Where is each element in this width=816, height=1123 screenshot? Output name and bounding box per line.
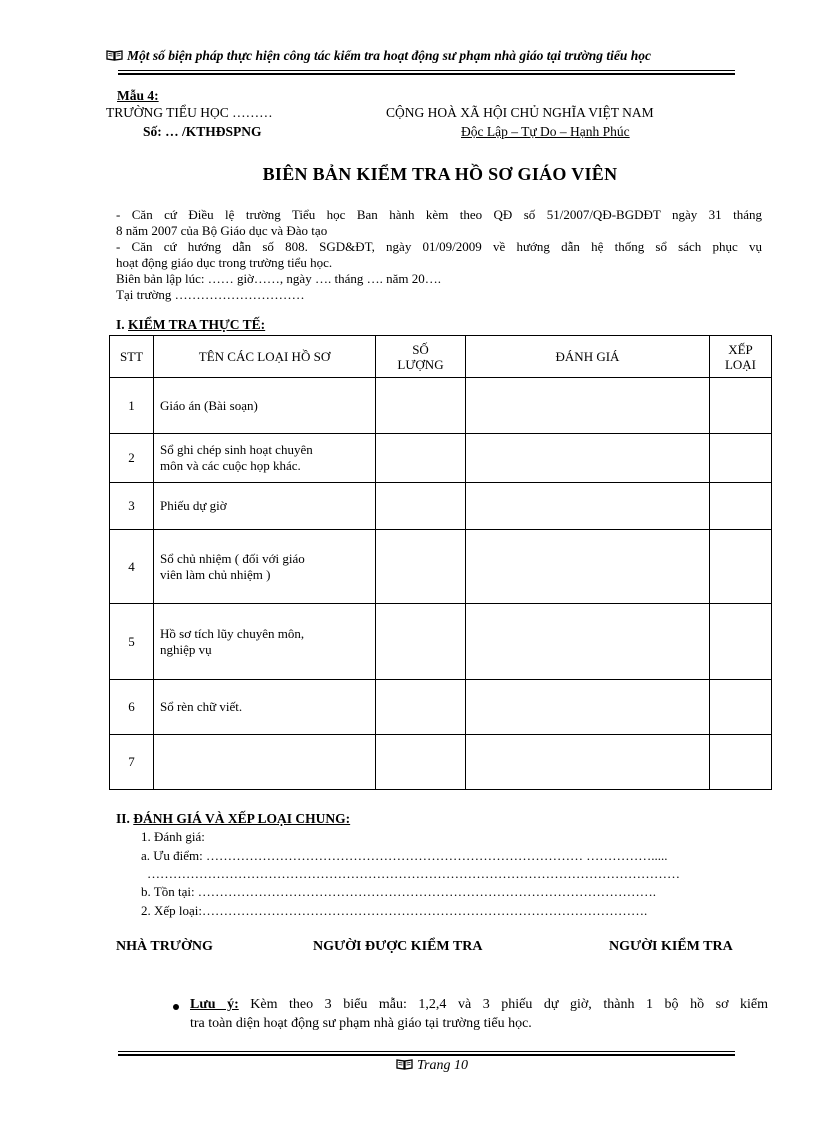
table-row [110, 604, 772, 680]
col-rank-l1: XẾP [728, 341, 753, 357]
intro-line-1b: 8 năm 2007 của Bộ Giáo dục và Đào tạo [116, 223, 328, 238]
page-number: Trang 10 [417, 1058, 468, 1073]
row-evaluation-cell[interactable] [466, 680, 710, 735]
row-quantity-cell[interactable] [376, 378, 466, 434]
section-1-number: I. [116, 317, 125, 332]
row-quantity-cell[interactable] [376, 434, 466, 483]
header-rule [118, 70, 735, 75]
table-row [110, 680, 772, 735]
table-row [110, 735, 772, 790]
page-footer [396, 1058, 468, 1074]
row-name [154, 483, 376, 530]
footer-rule [118, 1051, 735, 1056]
row-rank-cell[interactable] [710, 434, 772, 483]
signature-inspected: NGƯỜI ĐƯỢC KIỂM TRA [313, 939, 483, 954]
row-name-l1: Giáo án (Bài soạn) [160, 397, 258, 413]
table-row [110, 434, 772, 483]
section-2-title: ĐÁNH GIÁ VÀ XẾP LOẠI CHUNG: [133, 811, 351, 826]
section-2-heading [116, 811, 350, 827]
intro-line-2a: - Căn cứ hướng dẫn số 808. SGD&ĐT, ngày 01/09/2009 về hướng dẫn hệ thống sổ sách phục vụ [116, 239, 762, 254]
row-stt: 6 [110, 680, 154, 735]
note-label: Lưu ý: [190, 997, 239, 1012]
intro-line-1a: - Căn cứ Điều lệ trường Tiểu học Ban hành kèm theo QĐ số 51/2007/QĐ-BGDĐT ngày 31 tháng [116, 207, 762, 222]
intro-line-4: Tại trường ………………………… [116, 287, 305, 302]
book-icon [396, 1058, 413, 1070]
row-name [154, 434, 376, 483]
row-quantity-cell[interactable] [376, 530, 466, 604]
row-name-l2: môn và các cuộc họp khác. [160, 458, 301, 473]
form-label: Mẫu 4: [117, 88, 159, 103]
eval-line-1: 1. Đánh giá: [141, 829, 205, 844]
col-rank-l2: LOẠI [724, 356, 757, 372]
page-header-text: Một số biện pháp thực hiện công tác kiểm tra hoạt động sư phạm nhà giáo tại trường tiểu học [127, 48, 651, 63]
eval-line-4: b. Tồn tại: ……………………………………………………………………………………………. [141, 884, 657, 899]
table-row [110, 378, 772, 434]
row-name-l1: Sổ chủ nhiệm ( đối với giáo [160, 550, 305, 566]
signature-inspector: NGƯỜI KIỂM TRA [609, 939, 733, 954]
col-name: TÊN CÁC LOẠI HỒ SƠ [154, 336, 376, 378]
row-name[interactable] [154, 735, 376, 790]
row-evaluation-cell[interactable] [466, 378, 710, 434]
table-header-row [110, 336, 772, 378]
col-quantity [376, 336, 466, 378]
row-evaluation-cell[interactable] [466, 604, 710, 680]
book-icon [106, 49, 123, 61]
school-line: TRƯỜNG TIỂU HỌC ……… [106, 105, 273, 120]
note-line-2: tra toàn diện hoạt động sư phạm nhà giáo tại trường tiểu học. [190, 1016, 532, 1031]
motto: Độc Lập – Tự Do – Hạnh Phúc [461, 124, 630, 139]
row-rank-cell[interactable] [710, 483, 772, 530]
republic-title: CỘNG HOÀ XÃ HỘI CHỦ NGHĨA VIỆT NAM [386, 105, 654, 120]
document-title: BIÊN BẢN KIỂM TRA HỒ SƠ GIÁO VIÊN [262, 164, 618, 184]
row-stt: 3 [110, 483, 154, 530]
row-stt: 2 [110, 434, 154, 483]
row-name-l1: Sổ ghi chép sinh hoạt chuyên [160, 442, 313, 457]
row-evaluation-cell[interactable] [466, 530, 710, 604]
row-name [154, 604, 376, 680]
row-name [154, 530, 376, 604]
row-rank-cell[interactable] [710, 680, 772, 735]
row-name [154, 680, 376, 735]
section-2-number: II. [116, 811, 130, 826]
row-name-l1: Hồ sơ tích lũy chuyên môn, [160, 625, 305, 641]
intro-line-2b: hoạt động giáo dục trong trường tiểu học. [116, 255, 333, 270]
row-name-l2: viên làm chủ nhiệm ) [160, 566, 271, 582]
col-evaluation: ĐÁNH GIÁ [466, 336, 710, 378]
row-quantity-cell[interactable] [376, 735, 466, 790]
intro-line-3: Biên bản lập lúc: …… giờ……, ngày …. tháng …. năm 20…. [116, 271, 441, 286]
col-stt: STT [110, 336, 154, 378]
section-1-heading [116, 317, 265, 333]
row-name [154, 378, 376, 434]
note-line-1 [190, 995, 768, 1014]
row-name-l1: Sổ rèn chữ viết. [160, 699, 243, 714]
signature-school: NHÀ TRƯỜNG [116, 939, 213, 954]
row-stt: 7 [110, 735, 154, 790]
row-evaluation-cell[interactable] [466, 735, 710, 790]
row-quantity-cell[interactable] [376, 483, 466, 530]
intro [116, 207, 762, 303]
bullet-icon [173, 1004, 179, 1010]
table-row [110, 530, 772, 604]
row-stt: 4 [110, 530, 154, 604]
row-rank-cell[interactable] [710, 735, 772, 790]
row-quantity-cell[interactable] [376, 604, 466, 680]
eval-line-3: …………………………………………………………………………………………………………… [147, 866, 680, 881]
col-quantity-l1: SỐ [412, 341, 429, 357]
table-row [110, 483, 772, 530]
eval-line-2: a. Ưu điểm: …………………………………………………………………………… ……………..... [141, 848, 668, 863]
number-line: Số: … /KTHĐSPNG [143, 124, 262, 139]
eval-line-5: 2. Xếp loại:…………………………………………………………………………………………. [141, 903, 648, 918]
row-evaluation-cell[interactable] [466, 434, 710, 483]
section-1-title: KIỂM TRA THỰC TẾ: [128, 317, 266, 332]
row-quantity-cell[interactable] [376, 680, 466, 735]
row-rank-cell[interactable] [710, 604, 772, 680]
note-text-1: Kèm theo 3 biểu mẫu: 1,2,4 và 3 phiếu dự giờ, thành 1 bộ hồ sơ kiểm [238, 997, 769, 1012]
col-rank [710, 336, 772, 378]
row-rank-cell[interactable] [710, 378, 772, 434]
row-rank-cell[interactable] [710, 530, 772, 604]
page-header [106, 48, 771, 64]
records-table [109, 335, 772, 790]
col-quantity-l2: LƯỢNG [397, 356, 444, 372]
row-name-l1: Phiếu dự giờ [160, 498, 227, 513]
row-stt: 5 [110, 604, 154, 680]
row-stt: 1 [110, 378, 154, 434]
row-evaluation-cell[interactable] [466, 483, 710, 530]
row-name-l2: nghiệp vụ [160, 641, 212, 657]
note [190, 995, 768, 1033]
